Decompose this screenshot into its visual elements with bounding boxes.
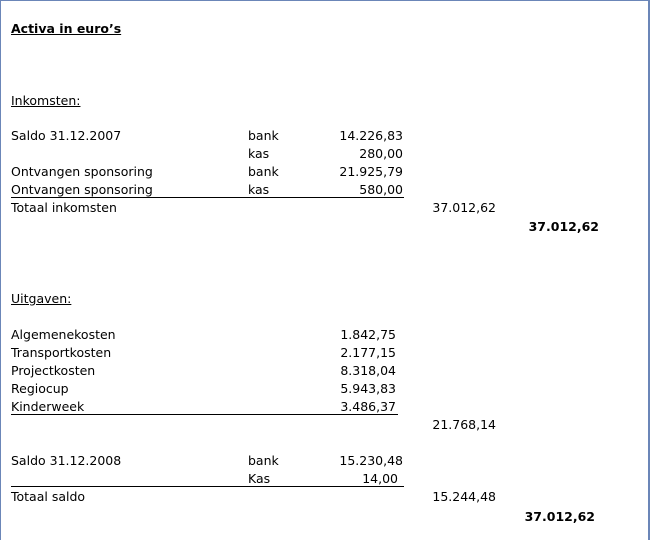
- expense-row-label: Projectkosten: [11, 363, 96, 378]
- expense-row-label: Regiocup: [11, 381, 69, 396]
- balance-row-amount: 14,00: [362, 471, 398, 486]
- expenses-total-amount: 21.768,14: [432, 417, 496, 432]
- income-row-account: kas: [248, 182, 270, 197]
- window-border-left: [0, 0, 1, 540]
- expenses-heading: Uitgaven:: [11, 291, 72, 306]
- income-row-amount: 14.226,83: [339, 128, 403, 143]
- income-total-label: Totaal inkomsten: [11, 200, 117, 215]
- balance-total-amount: 15.244,48: [432, 489, 496, 504]
- balance-row-amount: 15.230,48: [339, 453, 403, 468]
- income-total-rule: [11, 197, 404, 198]
- income-row-account: kas: [248, 146, 270, 161]
- expense-row-amount: 2.177,15: [340, 345, 396, 360]
- balance-row-account: bank: [248, 453, 279, 468]
- income-row-label: Saldo 31.12.2007: [11, 128, 122, 143]
- income-total-amount: 37.012,62: [432, 200, 496, 215]
- income-heading: Inkomsten:: [11, 93, 81, 108]
- income-row-amount: 580,00: [359, 182, 403, 197]
- expense-row-amount: 3.486,37: [340, 399, 396, 414]
- balance-grand-total: 37.012,62: [524, 509, 595, 524]
- window-border-top: [0, 0, 650, 1]
- income-row-account: bank: [248, 164, 279, 179]
- income-row-amount: 280,00: [359, 146, 403, 161]
- expense-row-label: Transportkosten: [11, 345, 112, 360]
- balance-row-account: Kas: [248, 471, 271, 486]
- balance-total-label: Totaal saldo: [11, 489, 86, 504]
- balance-row-label: Saldo 31.12.2008: [11, 453, 122, 468]
- income-row-label: Ontvangen sponsoring: [11, 164, 153, 179]
- expenses-total-rule: [11, 414, 398, 415]
- expense-row-label: Algemenekosten: [11, 327, 116, 342]
- expense-row-amount: 8.318,04: [340, 363, 396, 378]
- income-grand-total: 37.012,62: [528, 219, 599, 234]
- balance-total-rule: [11, 486, 404, 487]
- document-title: Activa in euro’s: [11, 21, 122, 36]
- expense-row-label: Kinderweek: [11, 399, 85, 414]
- income-row-label: Ontvangen sponsoring: [11, 182, 153, 197]
- income-row-account: bank: [248, 128, 279, 143]
- income-row-amount: 21.925,79: [339, 164, 403, 179]
- expense-row-amount: 1.842,75: [340, 327, 396, 342]
- expense-row-amount: 5.943,83: [340, 381, 396, 396]
